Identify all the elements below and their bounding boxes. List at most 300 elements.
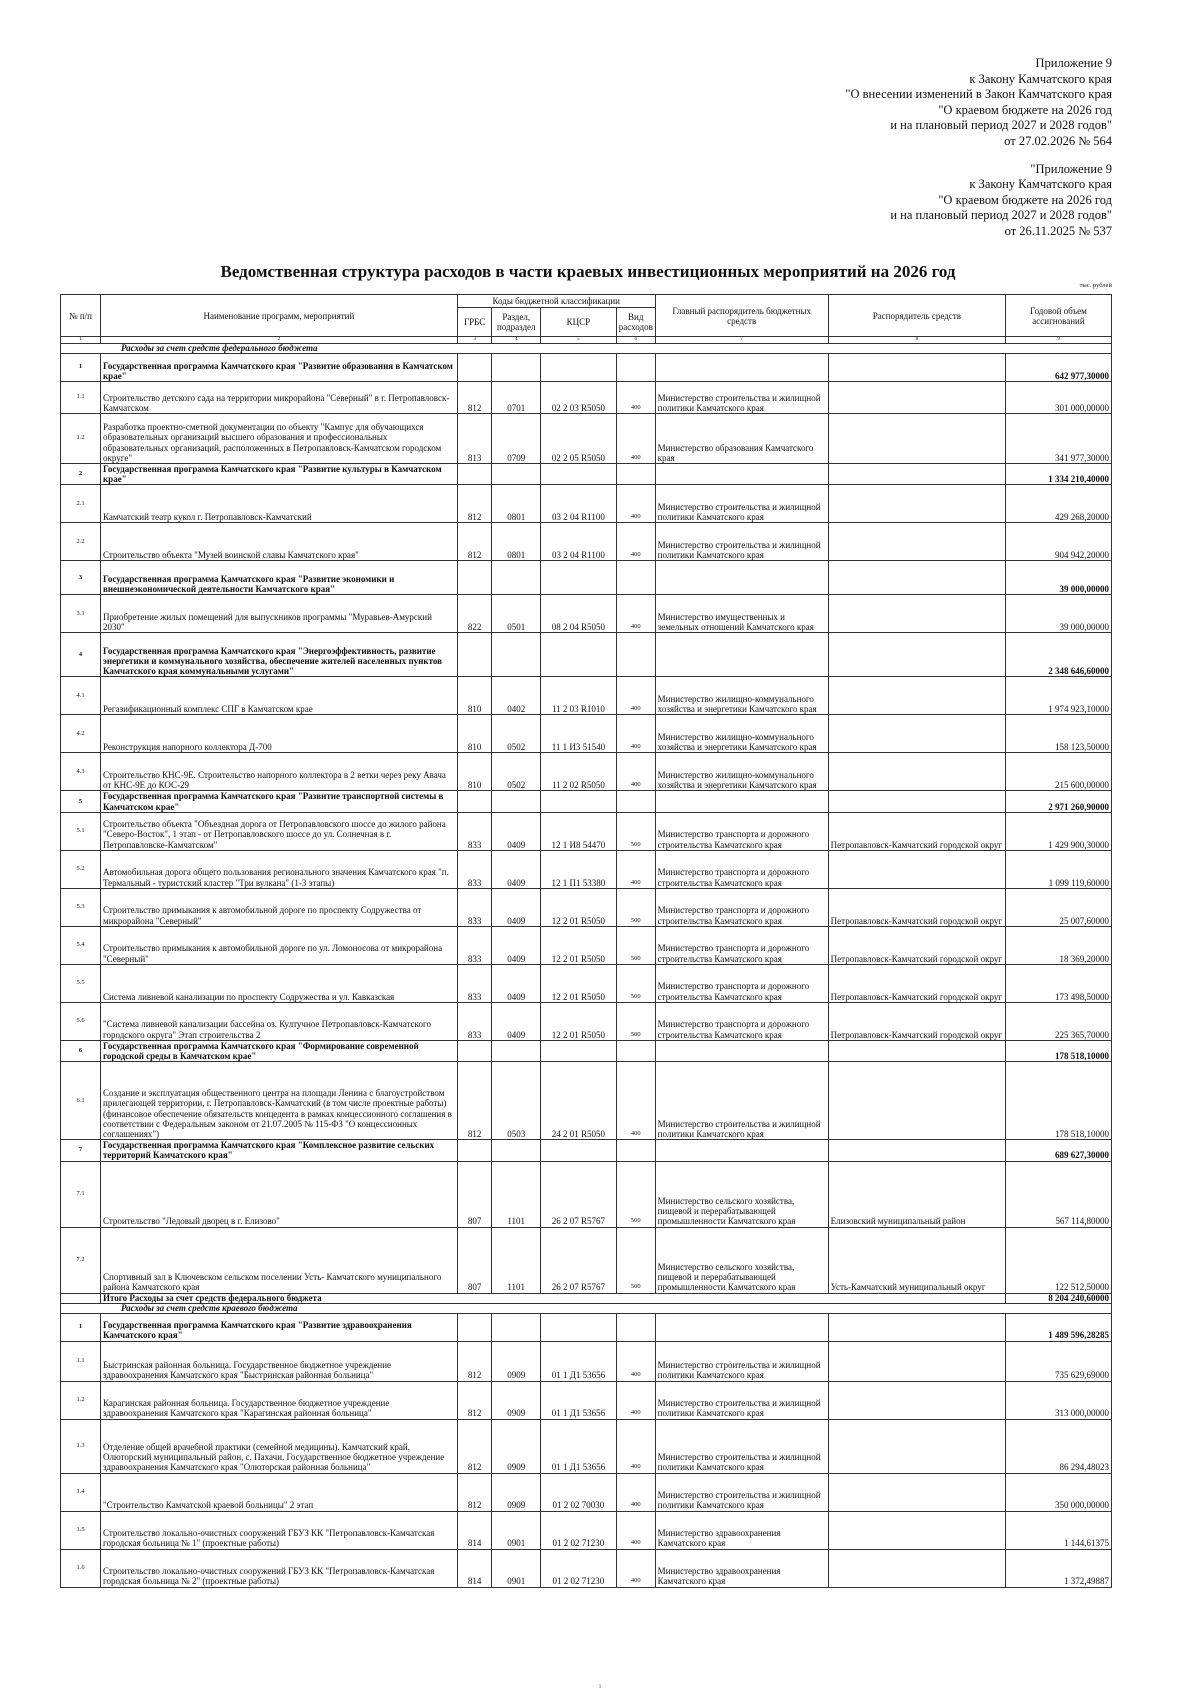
empty-cell <box>541 561 617 595</box>
expense-kind-code: 500 <box>616 1161 655 1227</box>
program-amount: 1 489 596,28285 <box>1006 1313 1112 1341</box>
grbs-code: 812 <box>457 523 492 561</box>
row-number: 6 <box>61 1040 101 1061</box>
row-number: 5 <box>61 791 101 812</box>
empty-cell <box>616 561 655 595</box>
section-code: 0409 <box>492 812 541 850</box>
total-amount: 8 204 240,60000 <box>1006 1293 1112 1303</box>
item-name: "Система ливневой канализации бассейна оз. Култучное Петропавловск-Камчатского городского округа" Этап строительства 2 <box>101 1002 458 1040</box>
kcsr-code: 01 1 Д1 53656 <box>541 1341 617 1381</box>
col-grbs: ГРБС <box>457 308 492 337</box>
manager <box>828 715 1005 753</box>
column-number: 9 <box>1006 337 1112 344</box>
empty-cell <box>616 791 655 812</box>
main-manager: Министерство строительства и жилищной политики Камчатского края <box>655 1419 828 1473</box>
row-number: 1.2 <box>61 1381 101 1419</box>
section-code: 0409 <box>492 850 541 888</box>
item-name: Строительство КНС-9Е. Строительство напорного коллектора в 2 ветки через реку Авача от КНС-9Е до КОС-29 <box>101 753 458 791</box>
kcsr-code: 26 2 07 R5767 <box>541 1161 617 1227</box>
row-number: 3.1 <box>61 595 101 633</box>
row-number: 1.6 <box>61 1549 101 1587</box>
amount: 1 429 900,30000 <box>1006 812 1112 850</box>
manager <box>828 485 1005 523</box>
manager: Петропавловск-Камчатский городской округ <box>828 888 1005 926</box>
main-manager: Министерство здравоохранения Камчатского края <box>655 1549 828 1587</box>
row-number: 5.5 <box>61 964 101 1002</box>
header-line: от 27.02.2026 № 564 <box>1004 133 1112 148</box>
program-row <box>61 1140 1112 1161</box>
manager <box>828 677 1005 715</box>
section-code: 0701 <box>492 382 541 414</box>
table-row <box>61 485 1112 523</box>
section-code: 0402 <box>492 677 541 715</box>
table-body <box>61 344 1112 1588</box>
kcsr-code: 12 2 01 R5050 <box>541 964 617 1002</box>
section-code: 0909 <box>492 1419 541 1473</box>
expense-kind-code: 400 <box>616 1341 655 1381</box>
item-name: Карагинская районная больница. Государственное бюджетное учреждение здравоохранения Камчатского края "Карагинская районная больница" <box>101 1381 458 1419</box>
table-row <box>61 1549 1112 1587</box>
amount: 301 000,00000 <box>1006 382 1112 414</box>
section-heading: Расходы за счет средств федерального бюджета <box>61 344 1112 354</box>
row-number: 2.1 <box>61 485 101 523</box>
empty-cell <box>616 464 655 485</box>
amount: 1 974 923,10000 <box>1006 677 1112 715</box>
kcsr-code: 12 2 01 R5050 <box>541 888 617 926</box>
empty-cell <box>828 354 1005 382</box>
kcsr-code: 03 2 04 R1100 <box>541 523 617 561</box>
row-number: 4.1 <box>61 677 101 715</box>
program-name: Государственная программа Камчатского края "Энергоэффективность, развитие энергетики и коммунального хозяйства, обеспечение жителей населенных пунктов Камчатского края коммунальными услугами" <box>101 633 458 677</box>
program-amount: 178 518,10000 <box>1006 1040 1112 1061</box>
expense-kind-code: 400 <box>616 1473 655 1511</box>
table-row <box>61 715 1112 753</box>
item-name: Отделение общей врачебной практики (семейной медицины). Камчатский край, Олюторский муниципальный район, с. Пахачи. Государственное бюджетное учреждение здравоохранения Камчатского края "Олюторская районная больница" <box>101 1419 458 1473</box>
item-name: Строительство примыкания к автомобильной дороге по проспекту Содружества от микрорайона "Северный" <box>101 888 458 926</box>
grbs-code: 813 <box>457 414 492 464</box>
grbs-code: 814 <box>457 1549 492 1587</box>
manager <box>828 1062 1005 1140</box>
grbs-code: 812 <box>457 1341 492 1381</box>
expense-kind-code: 500 <box>616 964 655 1002</box>
item-name: Реконструкция напорного коллектора Д-700 <box>101 715 458 753</box>
empty-cell <box>655 1140 828 1161</box>
kcsr-code: 01 2 02 71230 <box>541 1511 617 1549</box>
header-line: к Закону Камчатского края <box>969 177 1112 192</box>
expense-kind-code: 400 <box>616 382 655 414</box>
amount: 350 000,00000 <box>1006 1473 1112 1511</box>
main-manager: Министерство жилищно-коммунального хозяйства и энергетики Камчатского края <box>655 753 828 791</box>
grbs-code: 807 <box>457 1161 492 1227</box>
program-name: Государственная программа Камчатского края "Развитие здравоохранения Камчатского края" <box>101 1313 458 1341</box>
program-amount: 689 627,30000 <box>1006 1140 1112 1161</box>
budget-table <box>60 294 1112 1588</box>
program-name: Государственная программа Камчатского края "Развитие транспортной системы в Камчатском крае" <box>101 791 458 812</box>
grbs-code: 812 <box>457 1419 492 1473</box>
row-number: 1.2 <box>61 414 101 464</box>
grbs-code: 812 <box>457 1473 492 1511</box>
main-manager: Министерство транспорта и дорожного строительства Камчатского края <box>655 964 828 1002</box>
page-number: 1 <box>598 1684 602 1690</box>
section-code: 0801 <box>492 523 541 561</box>
row-number: 4.2 <box>61 715 101 753</box>
program-row <box>61 354 1112 382</box>
table-row <box>61 888 1112 926</box>
empty-cell <box>616 354 655 382</box>
amount: 313 000,00000 <box>1006 1381 1112 1419</box>
main-manager: Министерство строительства и жилищной политики Камчатского края <box>655 1341 828 1381</box>
section-code: 0503 <box>492 1062 541 1140</box>
main-manager: Министерство строительства и жилищной политики Камчатского края <box>655 1381 828 1419</box>
main-manager: Министерство образования Камчатского края <box>655 414 828 464</box>
item-name: Строительство примыкания к автомобильной дороге по ул. Ломоносова от микрорайона "Северный" <box>101 926 458 964</box>
item-name: Строительство локально-очистных сооружений ГБУЗ КК "Петропавловск-Камчатская городская больница № 2" (проектные работы) <box>101 1549 458 1587</box>
row-number: 6.1 <box>61 1062 101 1140</box>
appendix-header <box>592 56 1112 252</box>
row-number: 1.1 <box>61 382 101 414</box>
empty-cell <box>541 633 617 677</box>
amount: 25 007,60000 <box>1006 888 1112 926</box>
row-number: 2.2 <box>61 523 101 561</box>
table-row <box>61 964 1112 1002</box>
row-number: 1.3 <box>61 1419 101 1473</box>
program-row <box>61 791 1112 812</box>
program-name: Государственная программа Камчатского края "Развитие экономики и внешнеэкономической деятельности Камчатского края" <box>101 561 458 595</box>
kcsr-code: 01 1 Д1 53656 <box>541 1381 617 1419</box>
manager: Петропавловск-Камчатский городской округ <box>828 964 1005 1002</box>
table-row <box>61 1341 1112 1381</box>
section-code: 0909 <box>492 1473 541 1511</box>
header-line: "Приложение 9 <box>1030 161 1112 176</box>
row-number: 1 <box>61 354 101 382</box>
amount: 18 369,20000 <box>1006 926 1112 964</box>
empty-cell <box>655 633 828 677</box>
main-manager: Министерство здравоохранения Камчатского края <box>655 1511 828 1549</box>
kcsr-code: 12 1 И8 54470 <box>541 812 617 850</box>
header-line: "О внесении изменений в Закон Камчатского края <box>845 87 1112 102</box>
item-name: Разработка проектно-сметной документации по объекту "Кампус для обучающихся образовательных организаций высшего образования и профессиональных образовательных организаций, расположенных в Петропавловск-Камчатском городском округе" <box>101 414 458 464</box>
amount: 173 498,50000 <box>1006 964 1112 1002</box>
table-row <box>61 1227 1112 1293</box>
expense-kind-code: 400 <box>616 753 655 791</box>
manager <box>828 523 1005 561</box>
table-row <box>61 926 1112 964</box>
program-name: Государственная программа Камчатского края "Формирование современной городской среды в Камчатском крае" <box>101 1040 458 1061</box>
expense-kind-code: 400 <box>616 414 655 464</box>
kcsr-code: 02 2 05 R5050 <box>541 414 617 464</box>
row-number: 7.1 <box>61 1161 101 1227</box>
empty-cell <box>541 354 617 382</box>
kcsr-code: 01 2 02 70030 <box>541 1473 617 1511</box>
row-number: 7 <box>61 1140 101 1161</box>
empty-cell <box>541 1140 617 1161</box>
item-name: Быстринская районная больница. Государственное бюджетное учреждение здравоохранения Камчатского края "Быстринская районная больница" <box>101 1341 458 1381</box>
section-code: 0409 <box>492 926 541 964</box>
main-manager: Министерство транспорта и дорожного строительства Камчатского края <box>655 812 828 850</box>
program-row <box>61 1313 1112 1341</box>
appendix-header-original <box>592 162 1112 240</box>
expense-kind-code: 400 <box>616 523 655 561</box>
kcsr-code: 03 2 04 R1100 <box>541 485 617 523</box>
expense-kind-code: 400 <box>616 1062 655 1140</box>
kcsr-code: 24 2 01 R5050 <box>541 1062 617 1140</box>
main-manager: Министерство строительства и жилищной политики Камчатского края <box>655 1062 828 1140</box>
section-code: 0409 <box>492 888 541 926</box>
program-row <box>61 561 1112 595</box>
main-manager: Министерство сельского хозяйства, пищевой и перерабатывающей промышленности Камчатского края <box>655 1161 828 1227</box>
table-row <box>61 812 1112 850</box>
main-manager: Министерство транспорта и дорожного строительства Камчатского края <box>655 850 828 888</box>
empty-cell <box>655 561 828 595</box>
manager: Петропавловск-Камчатский городской округ <box>828 1002 1005 1040</box>
manager: Петропавловск-Камчатский городской округ <box>828 812 1005 850</box>
table-row <box>61 1062 1112 1140</box>
section-code: 1101 <box>492 1227 541 1293</box>
header-line: от 26.11.2025 № 537 <box>1004 223 1112 238</box>
grbs-code: 833 <box>457 850 492 888</box>
empty-cell <box>457 1140 492 1161</box>
header-line: и на плановый период 2027 и 2028 годов" <box>890 208 1112 223</box>
empty-cell <box>492 633 541 677</box>
empty-cell <box>616 1040 655 1061</box>
empty-cell <box>541 464 617 485</box>
row-number: 4.3 <box>61 753 101 791</box>
row-number: 5.1 <box>61 812 101 850</box>
row-number: 5.6 <box>61 1002 101 1040</box>
empty-cell <box>828 1040 1005 1061</box>
total-num-cell <box>61 1293 101 1303</box>
table-row <box>61 1473 1112 1511</box>
item-name: Строительство детского сада на территории микрорайона "Северный" в г. Петропавловск-Камчатском <box>101 382 458 414</box>
kcsr-code: 12 1 П1 53380 <box>541 850 617 888</box>
empty-cell <box>655 354 828 382</box>
expense-kind-code: 400 <box>616 1381 655 1419</box>
amount: 39 000,00000 <box>1006 595 1112 633</box>
main-manager: Министерство сельского хозяйства, пищевой и перерабатывающей промышленности Камчатского края <box>655 1227 828 1293</box>
section-code: 0709 <box>492 414 541 464</box>
main-manager: Министерство имущественных и земельных отношений Камчатского края <box>655 595 828 633</box>
amount: 567 114,80000 <box>1006 1161 1112 1227</box>
table-header-row-1 <box>61 295 1112 308</box>
empty-cell <box>457 354 492 382</box>
table-row <box>61 595 1112 633</box>
col-kind: Вид расходов <box>616 308 655 337</box>
grbs-code: 833 <box>457 888 492 926</box>
amount: 429 268,20000 <box>1006 485 1112 523</box>
program-name: Государственная программа Камчатского края "Комплексное развитие сельских территорий Камчатского края" <box>101 1140 458 1161</box>
empty-cell <box>457 633 492 677</box>
manager: Елизовский муниципальный район <box>828 1161 1005 1227</box>
expense-kind-code: 400 <box>616 595 655 633</box>
empty-cell <box>492 791 541 812</box>
total-row <box>61 1293 1112 1303</box>
kcsr-code: 02 2 03 R5050 <box>541 382 617 414</box>
main-manager: Министерство строительства и жилищной политики Камчатского края <box>655 382 828 414</box>
manager <box>828 1419 1005 1473</box>
grbs-code: 812 <box>457 1381 492 1419</box>
table-row <box>61 1161 1112 1227</box>
program-amount: 1 334 210,40000 <box>1006 464 1112 485</box>
empty-cell <box>457 1313 492 1341</box>
column-number: 3 <box>457 337 492 344</box>
item-name: Строительство "Ледовый дворец в г. Елизово" <box>101 1161 458 1227</box>
amount: 225 365,70000 <box>1006 1002 1112 1040</box>
item-name: Приобретение жилых помещений для выпускников программы "Муравьев-Амурский 2030" <box>101 595 458 633</box>
kcsr-code: 08 2 04 R5050 <box>541 595 617 633</box>
header-line: Приложение 9 <box>1035 56 1112 70</box>
item-name: Автомобильная дорога общего пользования регионального значения Камчатского края "п. Термальный - туристский кластер "Три вулкана" (1-3 этапы) <box>101 850 458 888</box>
table-row <box>61 1419 1112 1473</box>
empty-cell <box>457 1040 492 1061</box>
amount: 1 144,61375 <box>1006 1511 1112 1549</box>
row-number: 2 <box>61 464 101 485</box>
header-line: и на плановый период 2027 и 2028 годов" <box>890 118 1112 133</box>
manager: Усть-Камчатский муниципальный округ <box>828 1227 1005 1293</box>
empty-cell <box>492 354 541 382</box>
empty-cell <box>457 464 492 485</box>
manager <box>828 1473 1005 1511</box>
column-number: 1 <box>61 337 101 344</box>
program-name: Государственная программа Камчатского края "Развитие культуры в Камчатском крае" <box>101 464 458 485</box>
main-manager: Министерство строительства и жилищной политики Камчатского края <box>655 485 828 523</box>
item-name: Строительство локально-очистных сооружений ГБУЗ КК "Петропавловск-Камчатская городская больница № 1" (проектные работы) <box>101 1511 458 1549</box>
header-line: "О краевом бюджете на 2026 год <box>938 192 1112 207</box>
empty-cell <box>492 1313 541 1341</box>
empty-cell <box>541 1040 617 1061</box>
table-row <box>61 414 1112 464</box>
header-line: к Закону Камчатского края <box>969 71 1112 86</box>
column-number: 4 <box>492 337 541 344</box>
row-number: 1.4 <box>61 1473 101 1511</box>
item-name: Строительство объекта "Объездная дорога от Петропавловского шоссе до жилого района "Северо-Восток", 1 этап - от Петропавловского шоссе до ул. Солнечная в г. Петропавловске-Камчатском" <box>101 812 458 850</box>
table-row <box>61 523 1112 561</box>
expense-kind-code: 400 <box>616 485 655 523</box>
program-row <box>61 633 1112 677</box>
table-row <box>61 1511 1112 1549</box>
program-amount: 39 000,00000 <box>1006 561 1112 595</box>
table-row <box>61 677 1112 715</box>
main-manager: Министерство жилищно-коммунального хозяйства и энергетики Камчатского края <box>655 715 828 753</box>
main-manager: Министерство строительства и жилищной политики Камчатского края <box>655 1473 828 1511</box>
kcsr-code: 11 2 02 R5050 <box>541 753 617 791</box>
expense-kind-code: 500 <box>616 1002 655 1040</box>
expense-kind-code: 500 <box>616 888 655 926</box>
manager <box>828 414 1005 464</box>
column-number: 5 <box>541 337 617 344</box>
empty-cell <box>828 464 1005 485</box>
item-name: Спортивный зал в Ключевском сельском поселении Усть- Камчатского муниципального района Камчатского края <box>101 1227 458 1293</box>
empty-cell <box>541 1313 617 1341</box>
program-row <box>61 464 1112 485</box>
amount: 341 977,30000 <box>1006 414 1112 464</box>
kcsr-code: 11 2 03 R1010 <box>541 677 617 715</box>
item-name: Создание и эксплуатация общественного центра на площади Ленина с благоустройством прилегающей территории, г. Петропавловск-Камчатский (в том числе проектные работы) (финансовое обеспечение обязательств концедента в рамках концессионного соглашения в соответствии с Федеральным законом от 21.07.2005 № 115-ФЗ "О концессионных соглашениях") <box>101 1062 458 1140</box>
grbs-code: 814 <box>457 1511 492 1549</box>
col-amount: Годовой объем ассигнований <box>1006 295 1112 337</box>
row-number: 3 <box>61 561 101 595</box>
empty-cell <box>655 791 828 812</box>
expense-kind-code: 400 <box>616 850 655 888</box>
manager <box>828 1341 1005 1381</box>
amount: 215 600,00000 <box>1006 753 1112 791</box>
empty-cell <box>616 633 655 677</box>
col-manager: Распорядитель средств <box>828 295 1005 337</box>
col-codes: Коды бюджетной классификации <box>457 295 655 308</box>
grbs-code: 833 <box>457 964 492 1002</box>
grbs-code: 822 <box>457 595 492 633</box>
empty-cell <box>492 1040 541 1061</box>
section-code: 0502 <box>492 753 541 791</box>
row-number: 1 <box>61 1313 101 1341</box>
table-row <box>61 382 1112 414</box>
program-amount: 2 348 646,60000 <box>1006 633 1112 677</box>
amount: 158 123,50000 <box>1006 715 1112 753</box>
expense-kind-code: 500 <box>616 812 655 850</box>
expense-kind-code: 500 <box>616 926 655 964</box>
expense-kind-code: 400 <box>616 715 655 753</box>
empty-cell <box>492 1140 541 1161</box>
section-code: 0909 <box>492 1341 541 1381</box>
amount: 904 942,20000 <box>1006 523 1112 561</box>
col-name: Наименование программ, мероприятий <box>101 295 458 337</box>
empty-cell <box>457 791 492 812</box>
manager <box>828 1381 1005 1419</box>
empty-cell <box>655 1313 828 1341</box>
row-number: 1.5 <box>61 1511 101 1549</box>
amount: 86 294,48023 <box>1006 1419 1112 1473</box>
program-row <box>61 1040 1112 1061</box>
amount: 178 518,10000 <box>1006 1062 1112 1140</box>
main-manager: Министерство транспорта и дорожного строительства Камчатского края <box>655 926 828 964</box>
row-number: 7.2 <box>61 1227 101 1293</box>
grbs-code: 833 <box>457 926 492 964</box>
item-name: Строительство объекта "Музей воинской славы Камчатского края" <box>101 523 458 561</box>
item-name: Регазификационный комплекс СПГ в Камчатском крае <box>101 677 458 715</box>
section-code: 0901 <box>492 1549 541 1587</box>
units-label: тыс. рублей <box>1079 282 1112 289</box>
main-manager: Министерство жилищно-коммунального хозяйства и энергетики Камчатского края <box>655 677 828 715</box>
empty-cell <box>655 1040 828 1061</box>
grbs-code: 807 <box>457 1227 492 1293</box>
manager <box>828 753 1005 791</box>
row-number: 5.4 <box>61 926 101 964</box>
manager <box>828 1549 1005 1587</box>
amount: 1 099 119,60000 <box>1006 850 1112 888</box>
empty-cell <box>828 561 1005 595</box>
empty-cell <box>457 561 492 595</box>
main-manager: Министерство транспорта и дорожного строительства Камчатского края <box>655 888 828 926</box>
column-numbers-row <box>61 337 1112 344</box>
program-amount: 642 977,30000 <box>1006 354 1112 382</box>
col-section: Раздел, подраздел <box>492 308 541 337</box>
kcsr-code: 11 1 И3 51540 <box>541 715 617 753</box>
document-title: Ведомственная структура расходов в части краевых инвестиционных мероприятий на 2026 год <box>220 262 956 281</box>
section-code: 0909 <box>492 1381 541 1419</box>
item-name: Система ливневой канализации по проспекту Содружества и ул. Кавказская <box>101 964 458 1002</box>
section-code: 0901 <box>492 1511 541 1549</box>
main-manager: Министерство строительства и жилищной политики Камчатского края <box>655 523 828 561</box>
grbs-code: 812 <box>457 382 492 414</box>
empty-cell <box>616 1313 655 1341</box>
grbs-code: 833 <box>457 812 492 850</box>
section-code: 1101 <box>492 1161 541 1227</box>
expense-kind-code: 400 <box>616 677 655 715</box>
grbs-code: 833 <box>457 1002 492 1040</box>
grbs-code: 810 <box>457 715 492 753</box>
manager <box>828 850 1005 888</box>
expense-kind-code: 500 <box>616 1227 655 1293</box>
empty-cell <box>541 791 617 812</box>
